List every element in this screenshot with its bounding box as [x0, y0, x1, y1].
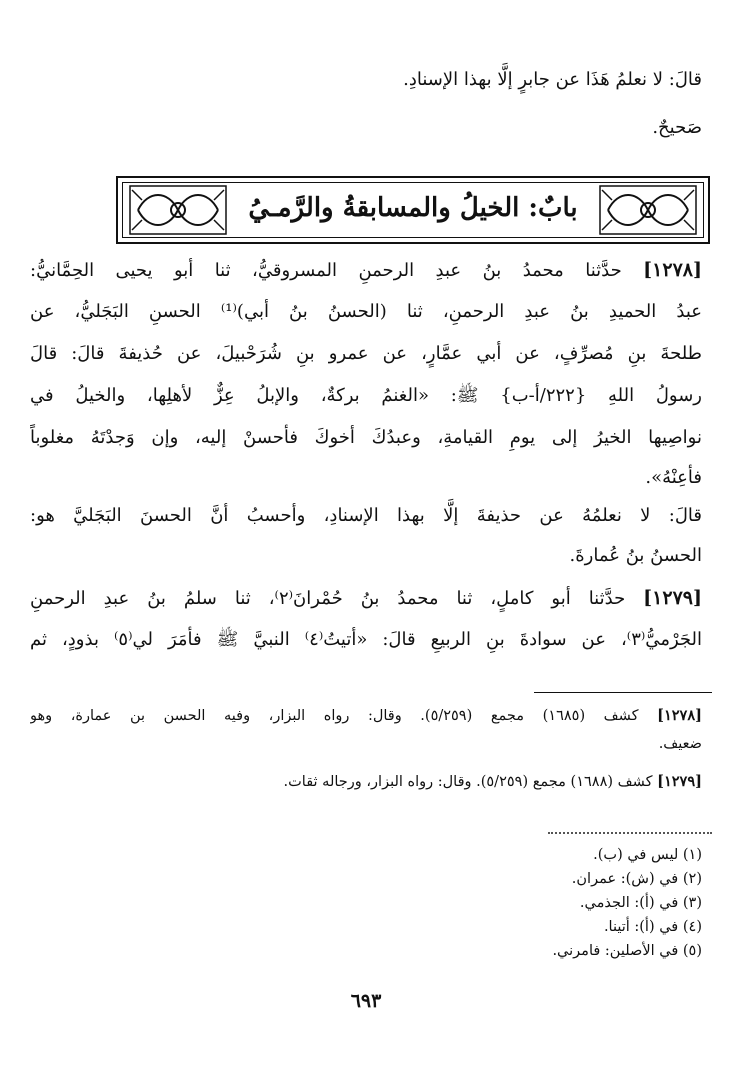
note-1: [30, 842, 702, 868]
hadith-1278-line-6: فأعِنْهُ».: [645, 467, 702, 488]
comment-1278-line-1: قالَ: لا نعلمُهُ عن حذيفةَ إلَّا بهذا الإسنادِ، وأحسبُ أنَّ الحسنَ البَجَليَّ هو:: [30, 505, 702, 526]
hadith-1278-number: [١٢٧٨]: [643, 259, 702, 281]
note-text: في الأصلين: فامرني.: [552, 943, 679, 959]
note-number: (٢): [682, 871, 702, 887]
right-ornament-icon: [598, 184, 698, 236]
hadith-1278-line-4: رسولُ اللهِ {٢٢٢/أ-ب} ﷺ: «الغنمُ بركةٌ، والإبلُ عِزٌّ لأهلِها، والخيلُ في: [30, 385, 702, 406]
intro-line-1: قالَ: لا نعلمُ هَذَا عن جابرٍ إلَّا بهذا الإسنادِ.: [403, 69, 702, 90]
footnote-1279-text: كشف (١٦٨٨) مجمع (٥/٢٥٩). وقال: رواه البزار، ورجاله ثقات.: [283, 774, 653, 790]
note-number: (٣): [682, 895, 702, 911]
note-2: [30, 866, 702, 892]
note-4: [30, 914, 702, 940]
page-number: ٦٩٣: [350, 990, 382, 1012]
footnote-1278-line-2: ضعيف.: [658, 736, 702, 752]
hadith-1278-text-1: حدَّثنا محمدُ بنُ عبدِ الرحمنِ المسروقيُّ، ثنا أبو يحيى الحِمَّانيُّ:: [30, 260, 622, 281]
footnote-1278-text: كشف (١٦٨٥) مجمع (٥/٢٥٩). وقال: رواه البزار، وفيه الحسن بن عمارة، وهو: [30, 708, 639, 724]
hadith-1279-number: [١٢٧٩]: [643, 587, 702, 609]
footnote-1279-line-1: [30, 768, 702, 796]
note-number: (٥): [682, 943, 702, 959]
intro-line-2: صَحيحٌ.: [652, 117, 702, 138]
notes-separator: [548, 832, 712, 834]
note-3: [30, 890, 702, 916]
hadith-1278-line-5: نواصِيها الخيرُ إلى يومِ القيامةِ، وعبدُكَ أخوكَ فأحسنْ إليه، وإن وَجدْتَهُ مغلوباً: [30, 427, 702, 448]
footnote-1278-number: [١٢٧٨]: [657, 707, 702, 724]
note-number: (١): [682, 847, 702, 863]
hadith-1278-line-1: [30, 250, 702, 291]
note-text: ليس في (ب).: [593, 847, 679, 863]
footnote-1279-number: [١٢٧٩]: [657, 773, 702, 790]
note-number: (٤): [682, 919, 702, 935]
chapter-banner: [116, 176, 710, 244]
note-text: في (ش): عمران.: [571, 871, 679, 887]
note-5: [30, 938, 702, 964]
hadith-1278-line-2: عبدُ الحميدِ بنُ عبدِ الرحمنِ، ثنا (الحسنُ بنُ أبي)⁽¹⁾ الحسنِ البَجَليُّ، عن: [30, 301, 702, 322]
chapter-title: بابٌ: الخيلُ والمسابقةُ والرَّمـيُ: [248, 193, 578, 223]
footnote-separator: [534, 692, 712, 693]
note-text: في (أ): أتينا.: [603, 919, 679, 935]
note-text: في (أ): الجذمي.: [579, 895, 679, 911]
hadith-1279-text-1: حدَّثنا أبو كاملٍ، ثنا محمدُ بنُ حُمْرانَ⁽٢⁾، ثنا سلمُ بنُ عبدِ الرحمنِ: [30, 588, 626, 609]
comment-1278-line-2: الحسنُ بنُ عُمارةَ.: [569, 545, 702, 566]
hadith-1278-line-3: طلحةَ بنِ مُصرِّفٍ، عن أبي عمَّارٍ، عن عمرو بنِ شُرَحْبيلَ، عن حُذيفةَ قالَ: قالَ: [30, 343, 702, 364]
left-ornament-icon: [128, 184, 228, 236]
footnote-1278-line-1: [30, 702, 702, 730]
hadith-1279-line-2: الجَرْميُّ⁽٣⁾، عن سوادةَ بنِ الربيعِ قالَ: «أتيتُ⁽٤⁾ النبيَّ ﷺ فأمَرَ لي⁽٥⁾ بذودٍ، ثم: [30, 629, 702, 650]
hadith-1279-line-1: [30, 578, 702, 619]
